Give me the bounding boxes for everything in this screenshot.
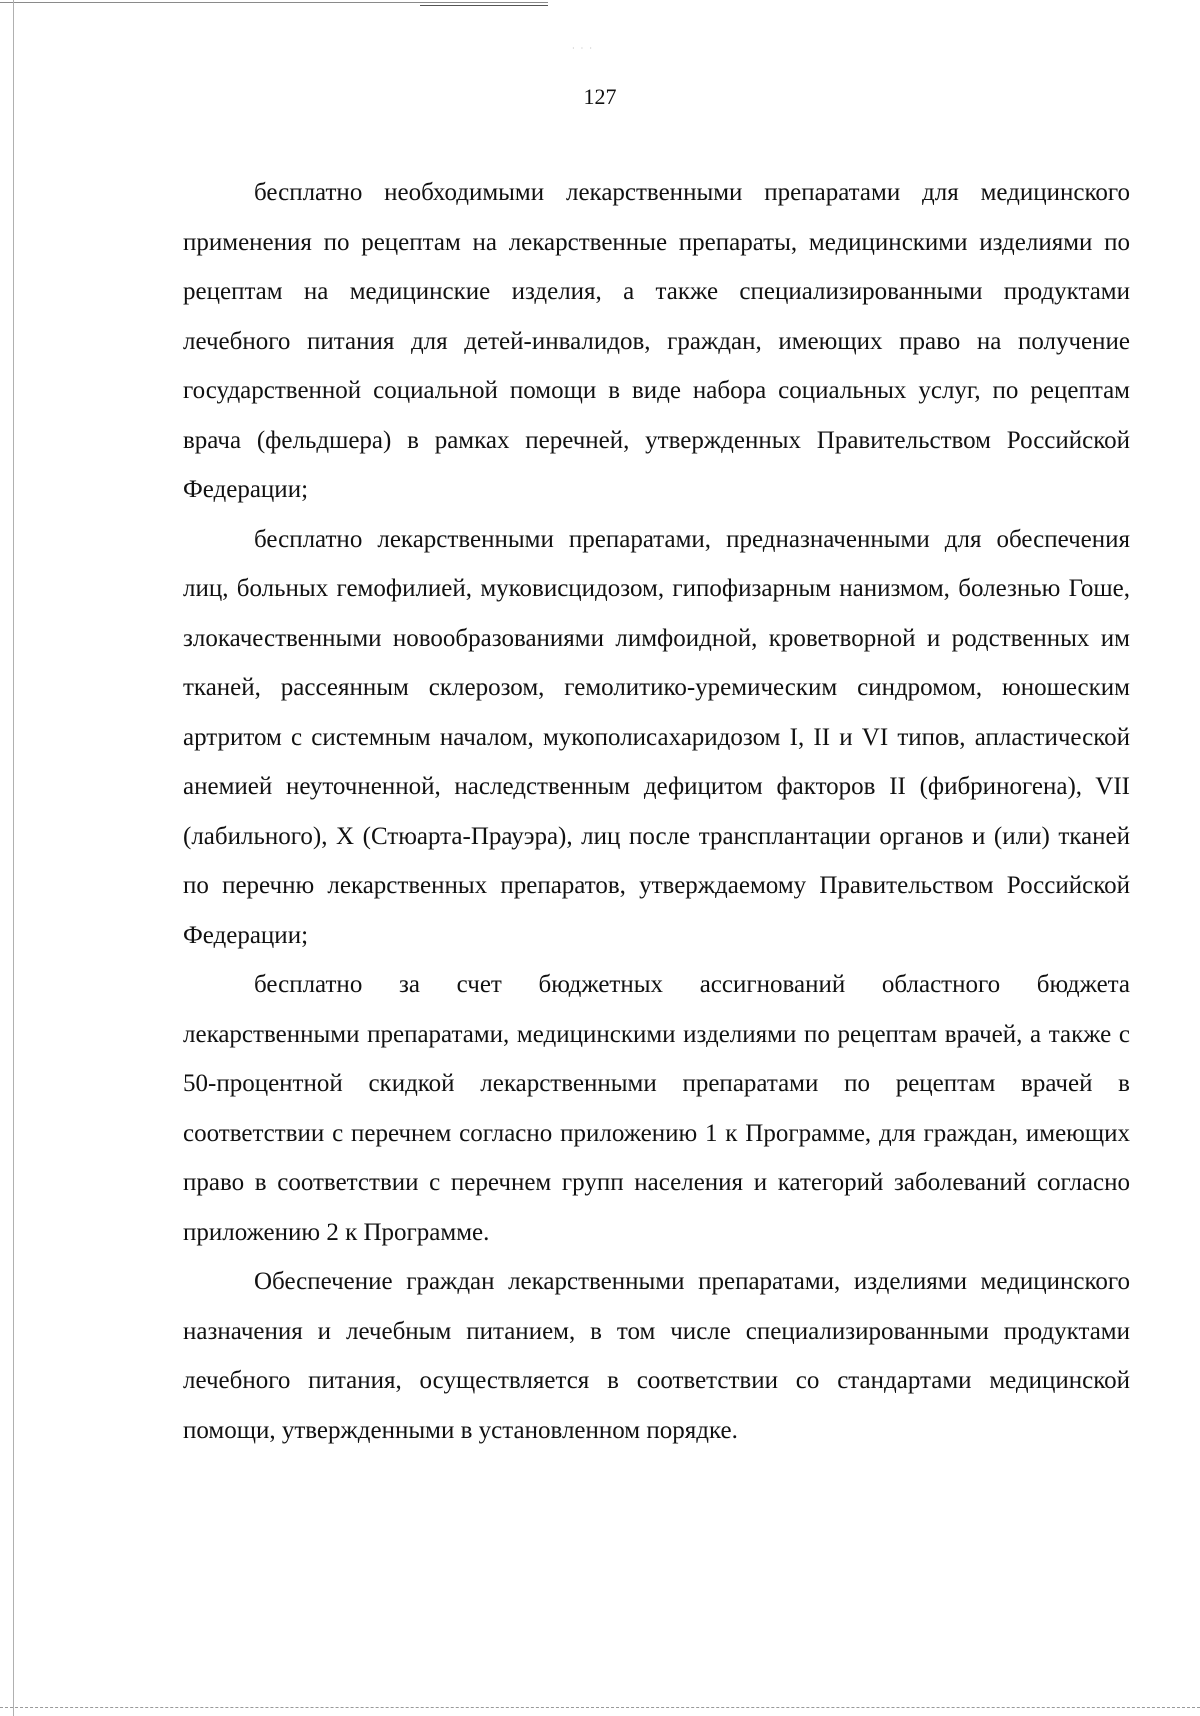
scan-edge-top-mark	[420, 5, 548, 6]
paragraph-1: бесплатно необходимыми лекарственными препаратами для медицинского применения по рецептам на лекарственные препараты, медицинскими изделиями по рецептам на медицинские изделия, а также специализированными продуктами лечебного питания для детей-инвалидов, граждан, имеющих право на получение государственной социальной помощи в виде набора социальных услуг, по рецептам врача (фельдшера) в рамках перечней, утвержденных Правительством Российской Федерации;	[183, 179, 1130, 503]
paragraph-3: бесплатно за счет бюджетных ассигнований областного бюджета лекарственными препаратами, медицинскими изделиями по рецептам врачей, а также с 50-процентной скидкой лекарственными препаратами по рецептам врачей в соответствии с перечнем согласно приложению 1 к Программе, для граждан, имеющих право в соответствии с перечнем групп населения и категорий заболеваний согласно приложению 2 к Программе.	[183, 971, 1130, 1246]
scan-artifact: · · ·	[572, 44, 594, 53]
scan-edge-top	[0, 2, 548, 3]
document-body	[183, 168, 1130, 1455]
page-number: 127	[583, 84, 617, 109]
scan-edge-left	[13, 0, 14, 1716]
paragraph-4: Обеспечение граждан лекарственными препаратами, изделиями медицинского назначения и лечебным питанием, в том числе специализированными продуктами лечебного питания, осуществляется в соответствии со стандартами медицинской помощи, утвержденными в установленном порядке.	[183, 1268, 1130, 1444]
scan-edge-bottom	[0, 1707, 1200, 1708]
paragraph-2: бесплатно лекарственными препаратами, предназначенными для обеспечения лиц, больных гемофилией, муковисцидозом, гипофизарным нанизмом, болезнью Гоше, злокачественными новообразованиями лимфоидной, кроветворной и родственных им тканей, рассеянным склерозом, гемолитико-уремическим синдромом, юношеским артритом с системным началом, мукополисахаридозом I, II и VI типов, апластической анемией неуточненной, наследственным дефицитом факторов II (фибриногена), VII (лабильного), X (Стюарта-Прауэра), лиц после трансплантации органов и (или) тканей по перечню лекарственных препаратов, утверждаемому Правительством Российской Федерации;	[183, 525, 1130, 949]
